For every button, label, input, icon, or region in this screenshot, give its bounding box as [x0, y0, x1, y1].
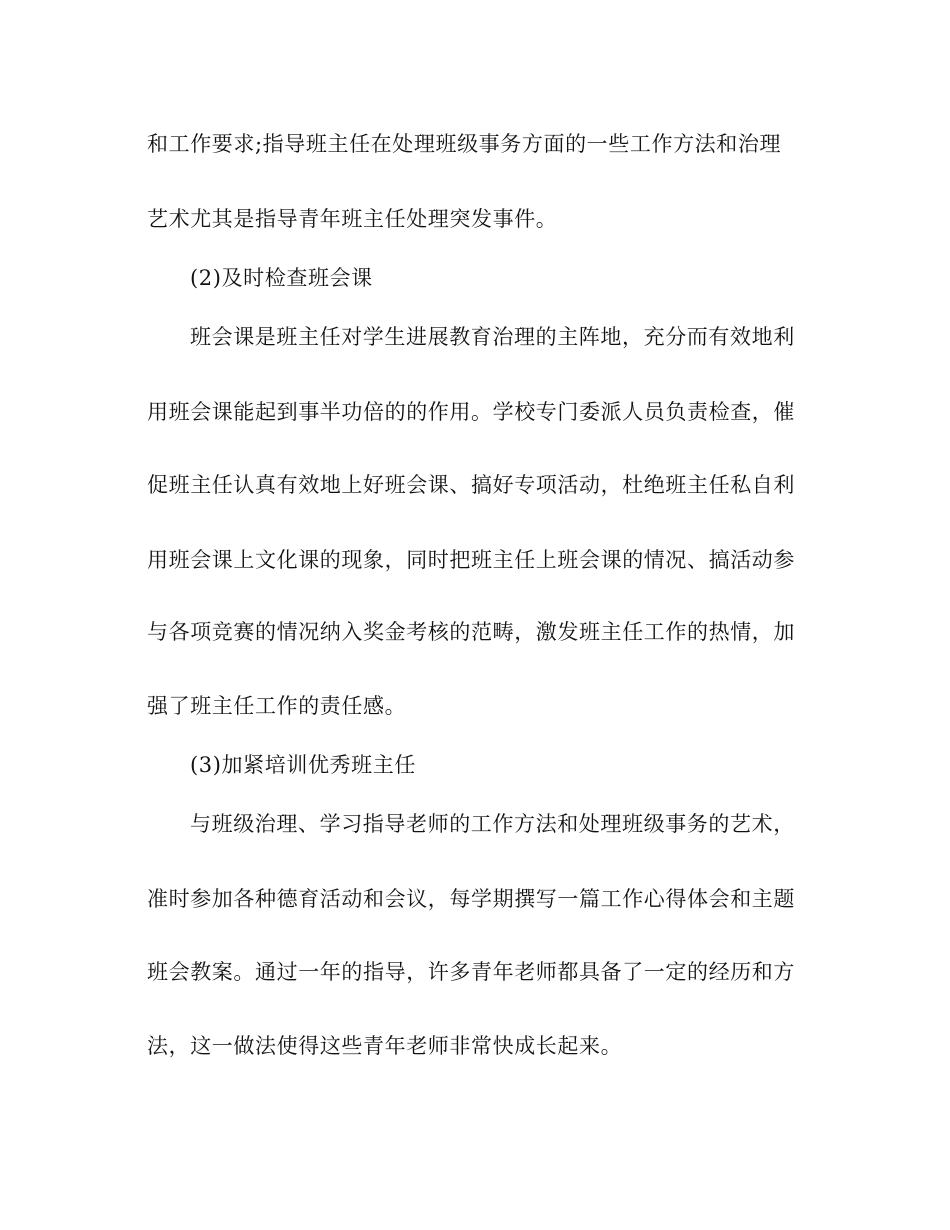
paragraph-line: 班会课是班主任对学生进展教育治理的主阵地，充分而有效地利 [190, 325, 795, 349]
paragraph-line: 用班会课能起到事半功倍的的作用。学校专门委派人员负责检查，催 [147, 400, 795, 424]
paragraph-line: 艺术尤其是指导青年班主任处理突发事件。 [147, 207, 558, 231]
section-heading: (2)及时检查班会课 [190, 266, 373, 290]
paragraph-line: 促班主任认真有效地上好班会课、搞好专项活动，杜绝班主任私自利 [147, 473, 795, 497]
paragraph-line: 班会教案。通过一年的指导，许多青年老师都具备了一定的经历和方 [147, 960, 795, 984]
paragraph-line: 与各项竞赛的情况纳入奖金考核的范畴，激发班主任工作的热情，加 [147, 620, 795, 644]
paragraph-line: 用班会课上文化课的现象，同时把班主任上班会课的情况、搞活动参 [147, 548, 795, 572]
paragraph-line: 强了班主任工作的责任感。 [147, 694, 407, 718]
paragraph-line: 与班级治理、学习指导老师的工作方法和处理班级事务的艺术， [190, 812, 795, 836]
paragraph-line: 准时参加各种德育活动和会议，每学期撰写一篇工作心得体会和主题 [147, 887, 795, 911]
section-heading: (3)加紧培训优秀班主任 [190, 753, 416, 777]
paragraph-line: 和工作要求;指导班主任在处理班级事务方面的一些工作方法和治理 [147, 132, 782, 156]
paragraph-line: 法，这一做法使得这些青年老师非常快成长起来。 [147, 1034, 623, 1058]
